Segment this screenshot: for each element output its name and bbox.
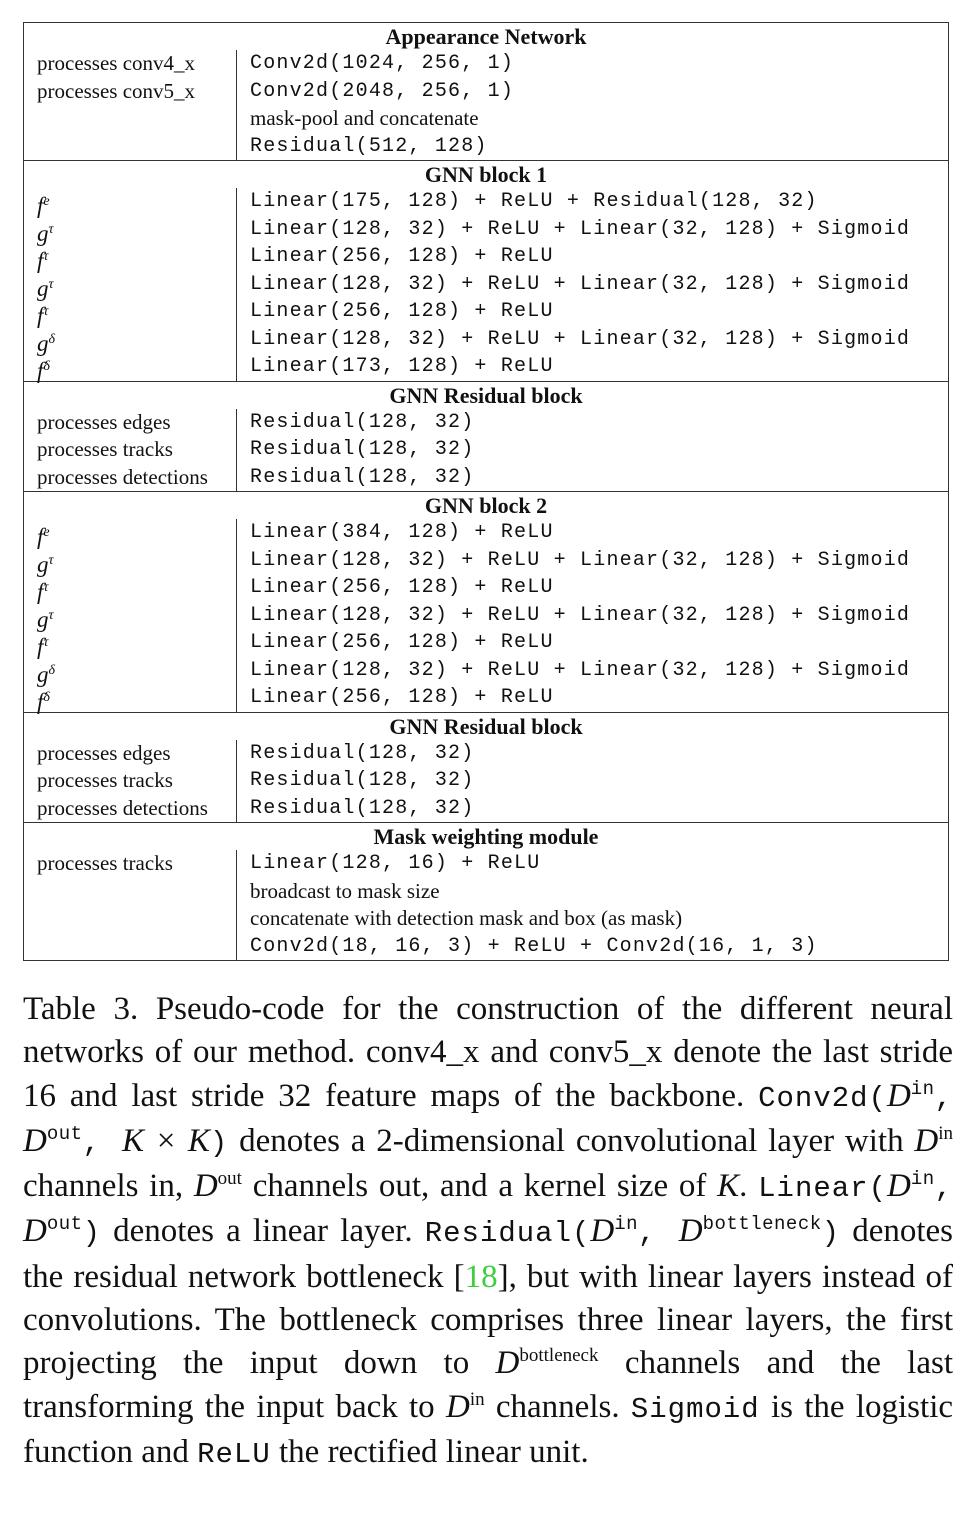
layer-spec: Residual(128, 32) [250,741,475,765]
row-description: processes tracks [37,437,173,461]
table-section [24,381,948,492]
row-description [37,133,236,161]
layer-spec: Residual(512, 128) [250,134,488,158]
layer-spec: Linear(173, 128) + ReLU [250,355,554,378]
layer-spec: Residual(128, 32) [250,410,475,434]
section-title: GNN block 1 [424,162,548,187]
function-symbol: $g^\tau$ [37,220,54,246]
function-symbol: $g^\tau$ [37,606,54,632]
row-description [37,878,236,906]
layer-spec: Linear(128, 32) + ReLU + Linear(32, 128) + Sigmoid [250,272,911,296]
function-symbol: $f^\tau$ [37,248,49,273]
row-description: processes tracks [37,851,173,875]
row-description: processes edges [37,409,171,434]
table-caption: Table 3. Pseudo-code for the construction of the different neural networks of our method. conv4_x and conv5_x denote the last stride 16 and last stride 32 feature maps of the backbone. $Conv2d(D^{in}$, $D^{out}$, K × K) denotes a 2-dimensional convolutional layer with $D^{in}$ channels in, $D^{out}$ channels out, and a kernel size of K. $Linear(D^{in}$, $D^{out}$) denotes a linear layer. $Residual(D^{in}$, $D^{bottleneck}$) denotes the residual network bottleneck [18], but with linear layers instead of convolutions. The bottleneck comprises three linear layers, the first projecting the input down to $D^{bottleneck}$ channels and the last transforming the input back to $D^{in}$ channels. Sigmoid is the logistic function and ReLU the rectified linear unit. [23,991,954,1471]
layer-spec: broadcast to mask size [250,878,440,903]
layer-spec: Linear(128, 32) + ReLU + Linear(32, 128) + Sigmoid [250,327,911,351]
section-title: GNN Residual block [389,713,583,739]
function-symbol: $g^\delta$ [37,661,56,687]
function-symbol: $g^\tau$ [37,275,54,301]
layer-spec: Conv2d(1024, 256, 1) [250,52,515,75]
layer-spec: Conv2d(18, 16, 3) + ReLU + Conv2d(16, 1, 3) [250,934,818,958]
row-description [37,933,236,961]
layer-spec: Residual(128, 32) [250,796,475,820]
section-title: Appearance Network [385,24,587,49]
row-description [37,105,236,133]
layer-spec: Linear(256, 128) + ReLU [250,300,554,323]
function-symbol: $f^e$ [37,193,50,218]
layer-spec: Linear(256, 128) + ReLU [250,245,554,268]
table-section [24,160,948,381]
layer-spec: Linear(128, 16) + ReLU [250,852,541,875]
function-symbol: $g^\delta$ [37,330,56,356]
layer-spec: Linear(384, 128) + ReLU [250,521,554,544]
table-section [24,712,948,823]
table-section [24,822,948,960]
function-symbol: $f^\tau$ [37,579,49,604]
layer-spec: mask-pool and concatenate [250,106,479,130]
function-symbol: $f^\tau$ [37,634,49,659]
citation-link[interactable]: 18 [464,1258,498,1295]
layer-spec: Linear(128, 32) + ReLU + Linear(32, 128) + Sigmoid [250,603,911,627]
row-description: processes edges [37,740,171,765]
row-description: processes conv5_x [37,78,196,103]
layer-spec: Residual(128, 32) [250,438,475,461]
table-section [24,491,948,712]
function-symbol: $g^\tau$ [37,551,54,577]
layer-spec: concatenate with detection mask and box (as mask) [250,906,683,930]
layer-spec: Linear(256, 128) + ReLU [250,576,554,599]
layer-spec: Residual(128, 32) [250,769,475,792]
function-symbol: $f^\delta$ [37,689,50,714]
layer-spec: Linear(175, 128) + ReLU + Residual(128, 32) [250,190,818,213]
function-symbol: $f^\tau$ [37,303,49,328]
row-description: processes tracks [37,768,173,792]
section-title: GNN block 2 [424,493,548,518]
layer-spec: Linear(128, 32) + ReLU + Linear(32, 128) + Sigmoid [250,548,911,572]
layer-spec: Linear(256, 128) + ReLU [250,631,554,654]
function-symbol: $f^e$ [37,524,50,549]
row-description: processes detections [37,795,208,820]
architecture-table [23,22,949,961]
layer-spec: Residual(128, 32) [250,465,475,489]
layer-spec: Linear(256, 128) + ReLU [250,686,554,709]
function-symbol: $f^\delta$ [37,358,50,383]
row-description [37,905,236,933]
layer-spec: Linear(128, 32) + ReLU + Linear(32, 128) + Sigmoid [250,217,911,241]
layer-spec: Linear(128, 32) + ReLU + Linear(32, 128) + Sigmoid [250,658,911,682]
section-title: Mask weighting module [373,824,599,849]
row-description: processes conv4_x [37,51,196,75]
layer-spec: Conv2d(2048, 256, 1) [250,79,515,103]
table-section [24,23,948,160]
row-description: processes detections [37,464,208,489]
section-title: GNN Residual block [389,382,583,408]
